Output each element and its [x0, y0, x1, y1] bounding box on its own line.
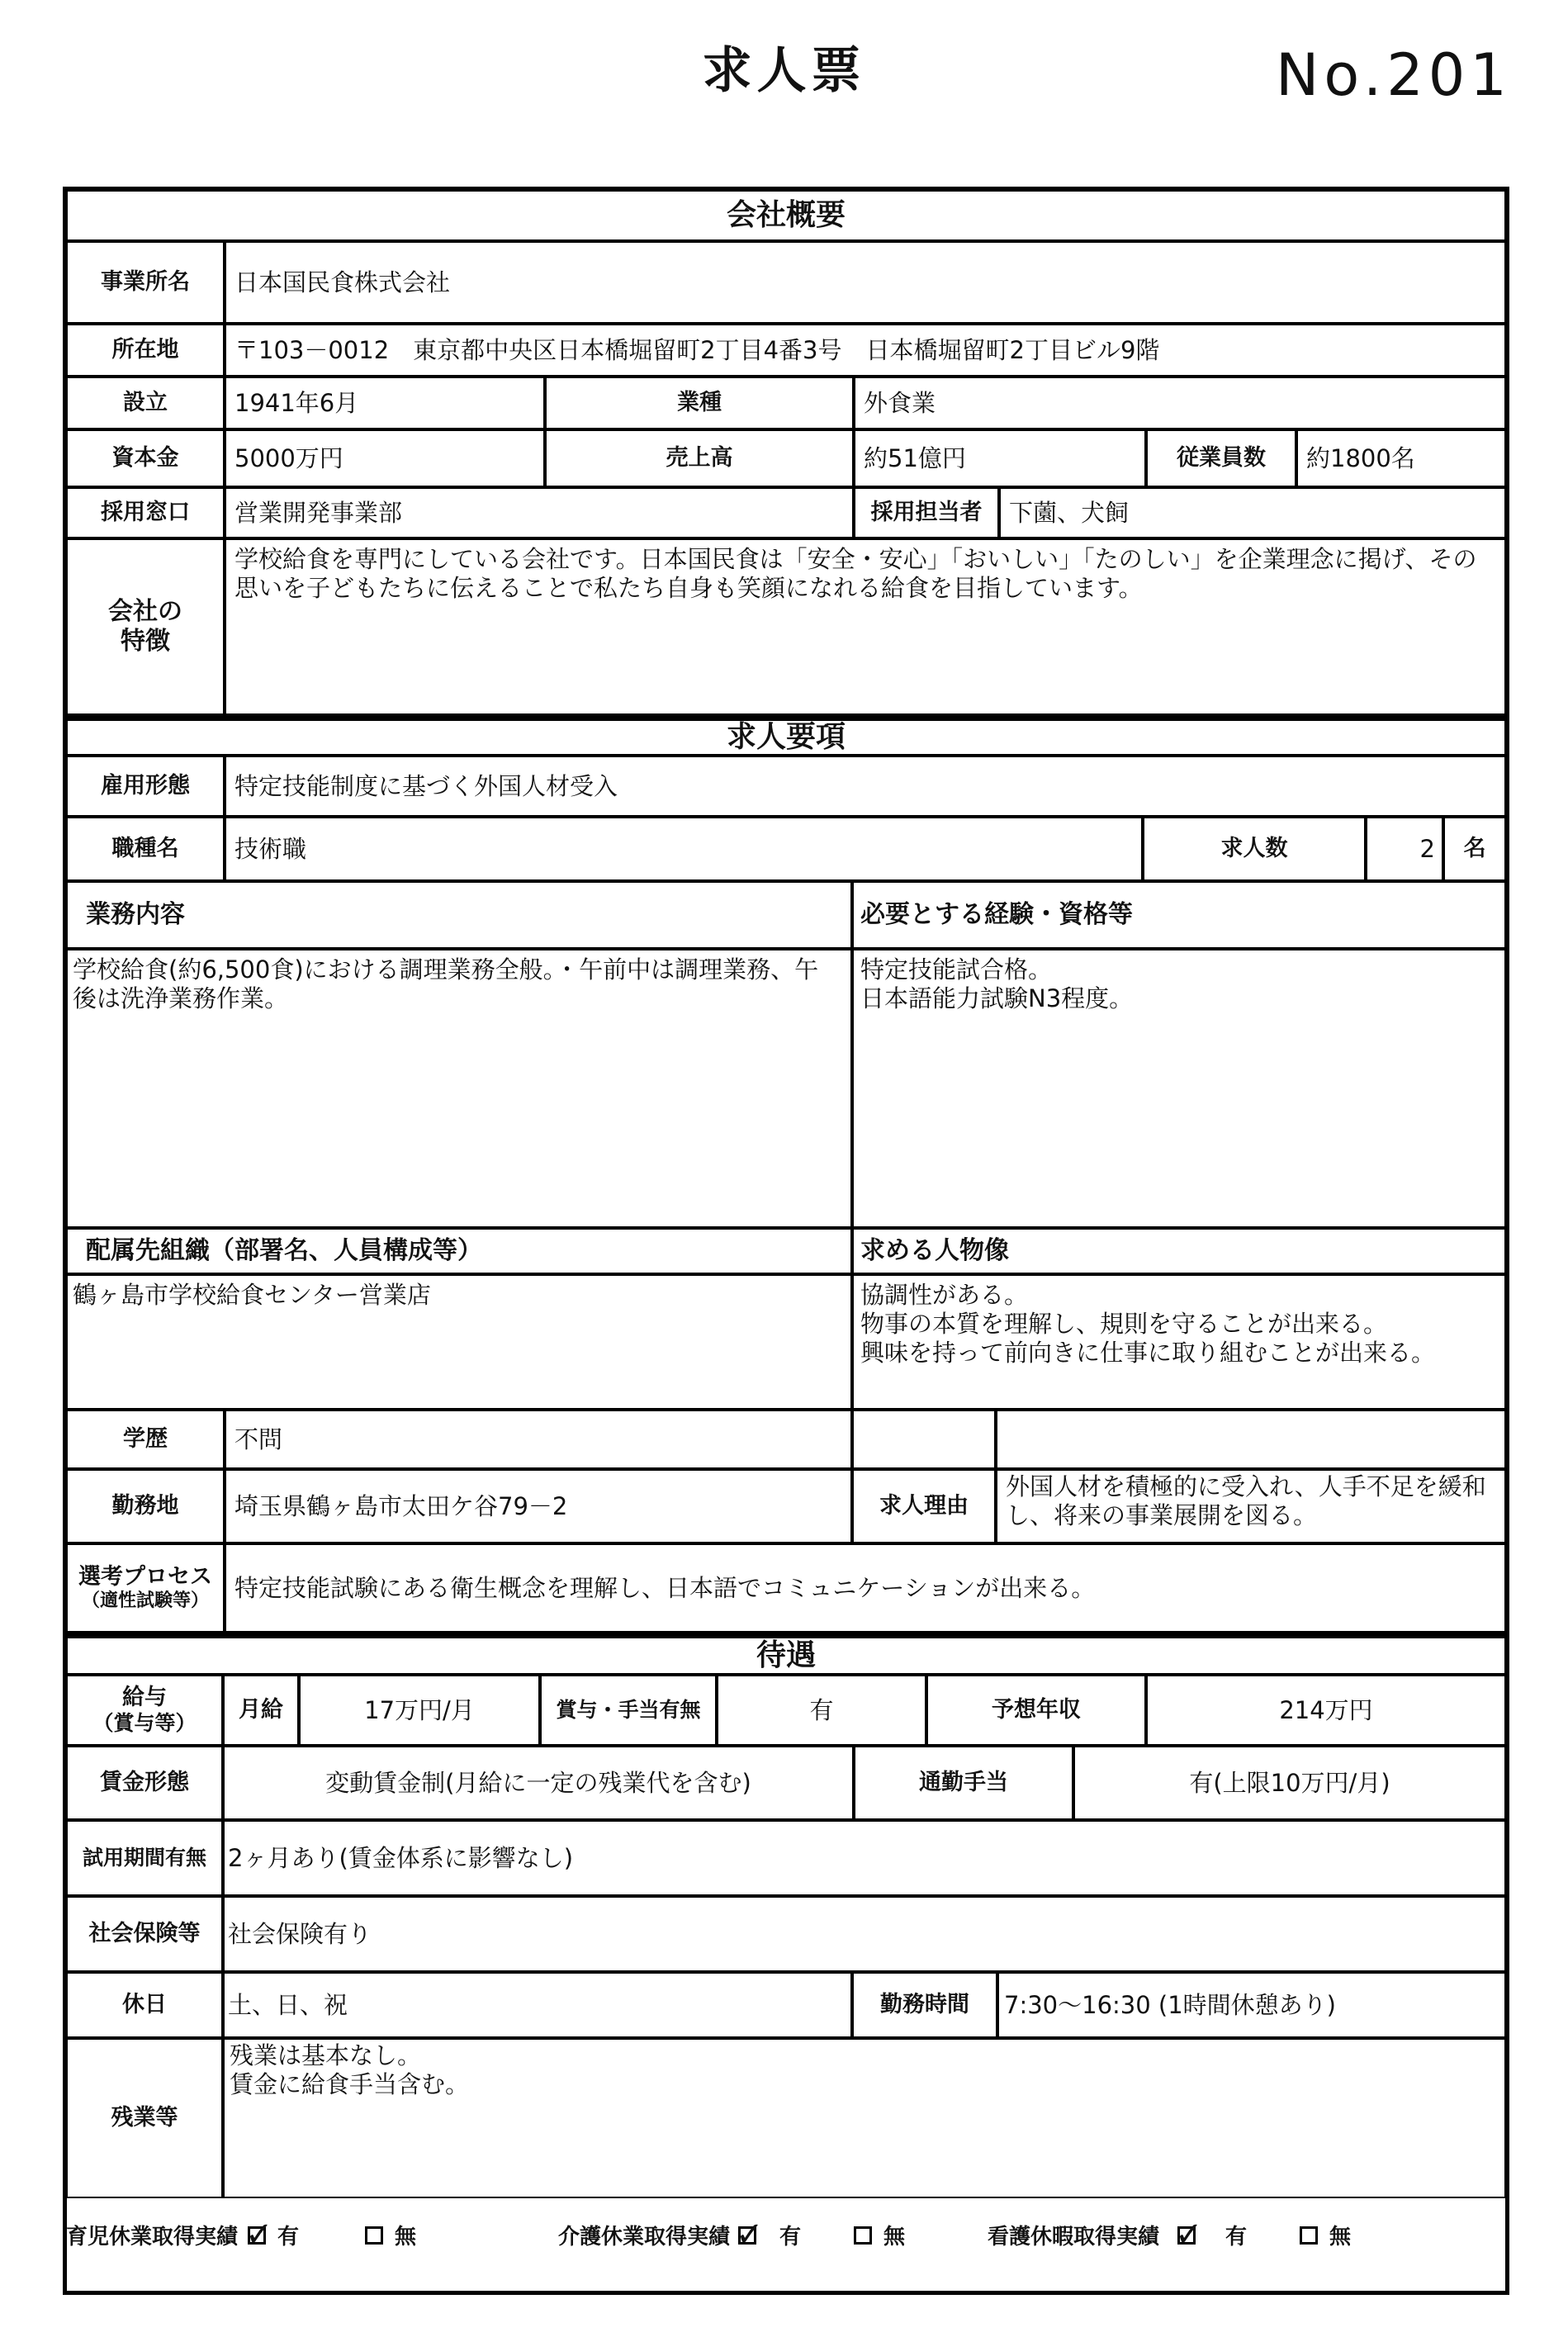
childcare-no-label: 無: [395, 2225, 417, 2249]
industry-value: 外食業: [854, 377, 1506, 429]
salary-label-cell: [66, 1675, 223, 1746]
capital-label: 資本金: [66, 429, 225, 487]
commute-value: 有(上限10万円/月): [1073, 1746, 1506, 1820]
reason-value: 外国人材を積極的に受入れ、人手不足を緩和し、将来の事業展開を図る。: [996, 1469, 1506, 1543]
section-company-header: 会社概要: [66, 190, 1506, 241]
education-label: 学歴: [66, 1410, 225, 1469]
industry-label: 業種: [545, 377, 854, 429]
nursing-no-label: 無: [883, 2225, 906, 2249]
requirements-value: 特定技能試合格。 日本語能力試験N3程度。: [852, 949, 1506, 1228]
nursing-no-checkbox[interactable]: [854, 2226, 872, 2245]
location-label: 勤務地: [66, 1469, 225, 1543]
contact-person-value: 下薗、犬飼: [999, 487, 1506, 538]
wage-form-label: 賃金形態: [66, 1746, 223, 1820]
salary-label: 給与: [122, 1684, 167, 1710]
hours-value: 7:30～16:30 (1時間休憩あり): [997, 1972, 1506, 2038]
salary-value: 17万円/月: [299, 1675, 540, 1746]
childcare-leave-label: 育児休業取得実績: [66, 2225, 239, 2249]
document-number: No.201: [1276, 41, 1512, 109]
bonus-label: 賞与・手当有無: [540, 1675, 717, 1746]
probation-value: 2ヶ月あり(賃金体系に影響なし): [223, 1820, 1506, 1896]
commute-label: 通勤手当: [854, 1746, 1073, 1820]
sickcare-yes-checkbox[interactable]: [1175, 2215, 1203, 2254]
employees-value: 約1800名: [1296, 429, 1506, 487]
probation-label: 試用期間有無: [66, 1820, 223, 1896]
selection-label-cell: [66, 1543, 225, 1633]
annual-income-label: 予想年収: [926, 1675, 1146, 1746]
address-value: 〒103－0012 東京都中央区日本橋堀留町2丁目4番3号 日本橋堀留町2丁目ビル9階: [225, 324, 1506, 377]
sales-value: 約51億円: [854, 429, 1146, 487]
childcare-leave-row: [66, 2215, 417, 2254]
salary-sublabel: （賞与等）: [92, 1711, 197, 1736]
childcare-no-checkbox[interactable]: [365, 2226, 383, 2245]
reason-label: 求人理由: [852, 1469, 996, 1543]
openings-unit: 名: [1443, 817, 1506, 881]
childcare-yes-label: 有: [277, 2225, 300, 2249]
education-value: 不問: [225, 1410, 852, 1469]
overtime-value: 残業は基本なし。 賃金に給食手当含む。: [223, 2038, 1506, 2198]
founded-value: 1941年6月: [225, 377, 545, 429]
assignment-value: 鶴ヶ島市学校給食センター営業店: [66, 1274, 852, 1410]
childcare-yes-checkbox[interactable]: [245, 2215, 273, 2254]
sickcare-no-checkbox[interactable]: [1300, 2226, 1318, 2245]
sickcare-no-label: 無: [1329, 2225, 1352, 2249]
openings-label: 求人数: [1143, 817, 1366, 881]
capital-value: 5000万円: [225, 429, 545, 487]
sales-label: 売上高: [545, 429, 854, 487]
duties-value: 学校給食(約6,500食)における調理業務全般。・午前中は調理業務、午後は洗浄業務作業。: [66, 949, 852, 1228]
holidays-label: 休日: [66, 1972, 223, 2038]
ideal-value: 協調性がある。 物事の本質を理解し、規則を守ることが出来る。 興味を持って前向きに仕事に取り組むことが出来る。: [852, 1274, 1506, 1410]
contact-dept-label: 採用窓口: [66, 487, 225, 538]
selection-label: 選考プロセス: [78, 1563, 212, 1590]
nursing-leave-row: [558, 2215, 906, 2254]
overtime-label: 残業等: [66, 2038, 223, 2198]
openings-value: 2: [1366, 817, 1443, 881]
bonus-value: 有: [717, 1675, 926, 1746]
salary-type: 月給: [223, 1675, 299, 1746]
holidays-value: 土、日、祝: [223, 1972, 852, 2038]
location-value: 埼玉県鶴ヶ島市太田ケ谷79－2: [225, 1469, 852, 1543]
nursing-yes-checkbox[interactable]: [736, 2215, 764, 2254]
ideal-label: 求める人物像: [852, 1228, 1506, 1274]
employment-type-label: 雇用形態: [66, 756, 225, 817]
founded-label: 設立: [66, 377, 225, 429]
assignment-label: 配属先組織（部署名、人員構成等）: [66, 1228, 852, 1274]
blank-cell: [852, 1410, 996, 1469]
document-title: 求人票: [702, 42, 866, 100]
nursing-yes-label: 有: [779, 2225, 802, 2249]
employees-label: 従業員数: [1146, 429, 1296, 487]
selection-sublabel: （適性試験等）: [81, 1590, 209, 1611]
job-title-label: 職種名: [66, 817, 225, 881]
sickcare-leave-label: 看護休暇取得実績: [988, 2225, 1160, 2249]
job-title-value: 技術職: [225, 817, 1143, 881]
company-name-value: 日本国民食株式会社: [225, 241, 1506, 324]
company-name-label: 事業所名: [66, 241, 225, 324]
wage-form-value: 変動賃金制(月給に一定の残業代を含む): [223, 1746, 854, 1820]
blank-cell: [996, 1410, 1506, 1469]
duties-label: 業務内容: [66, 881, 852, 949]
checkmark-icon: ✓: [736, 2215, 764, 2254]
section-conditions-header: 待遇: [66, 1637, 1506, 1675]
insurance-value: 社会保険有り: [223, 1896, 1506, 1972]
nursing-leave-label: 介護休業取得実績: [558, 2225, 731, 2249]
contact-dept-value: 営業開発事業部: [225, 487, 854, 538]
address-label: 所在地: [66, 324, 225, 377]
annual-income-value: 214万円: [1146, 1675, 1506, 1746]
checkmark-icon: ✓: [1175, 2215, 1203, 2254]
insurance-label: 社会保険等: [66, 1896, 223, 1972]
requirements-label: 必要とする経験・資格等: [852, 881, 1506, 949]
features-value: 学校給食を専門にしている会社です。日本国民食は「安全・安心」「おいしい」「たのしい」を企業理念に掲げ、その思いを子どもたちに伝えることで私たち自身も笑顔になれる給食を目指しています。: [225, 538, 1506, 715]
contact-person-label: 採用担当者: [854, 487, 999, 538]
hours-label: 勤務時間: [852, 1972, 997, 2038]
employment-type-value: 特定技能制度に基づく外国人材受入: [225, 756, 1506, 817]
features-label: 会社の 特徴: [66, 538, 225, 715]
checkmark-icon: ✓: [245, 2215, 273, 2254]
sickcare-yes-label: 有: [1225, 2225, 1248, 2249]
selection-value: 特定技能試験にある衛生概念を理解し、日本語でコミュニケーションが出来る。: [225, 1543, 1506, 1633]
section-job-header: 求人要項: [66, 719, 1506, 756]
sickcare-leave-row: [988, 2215, 1352, 2254]
